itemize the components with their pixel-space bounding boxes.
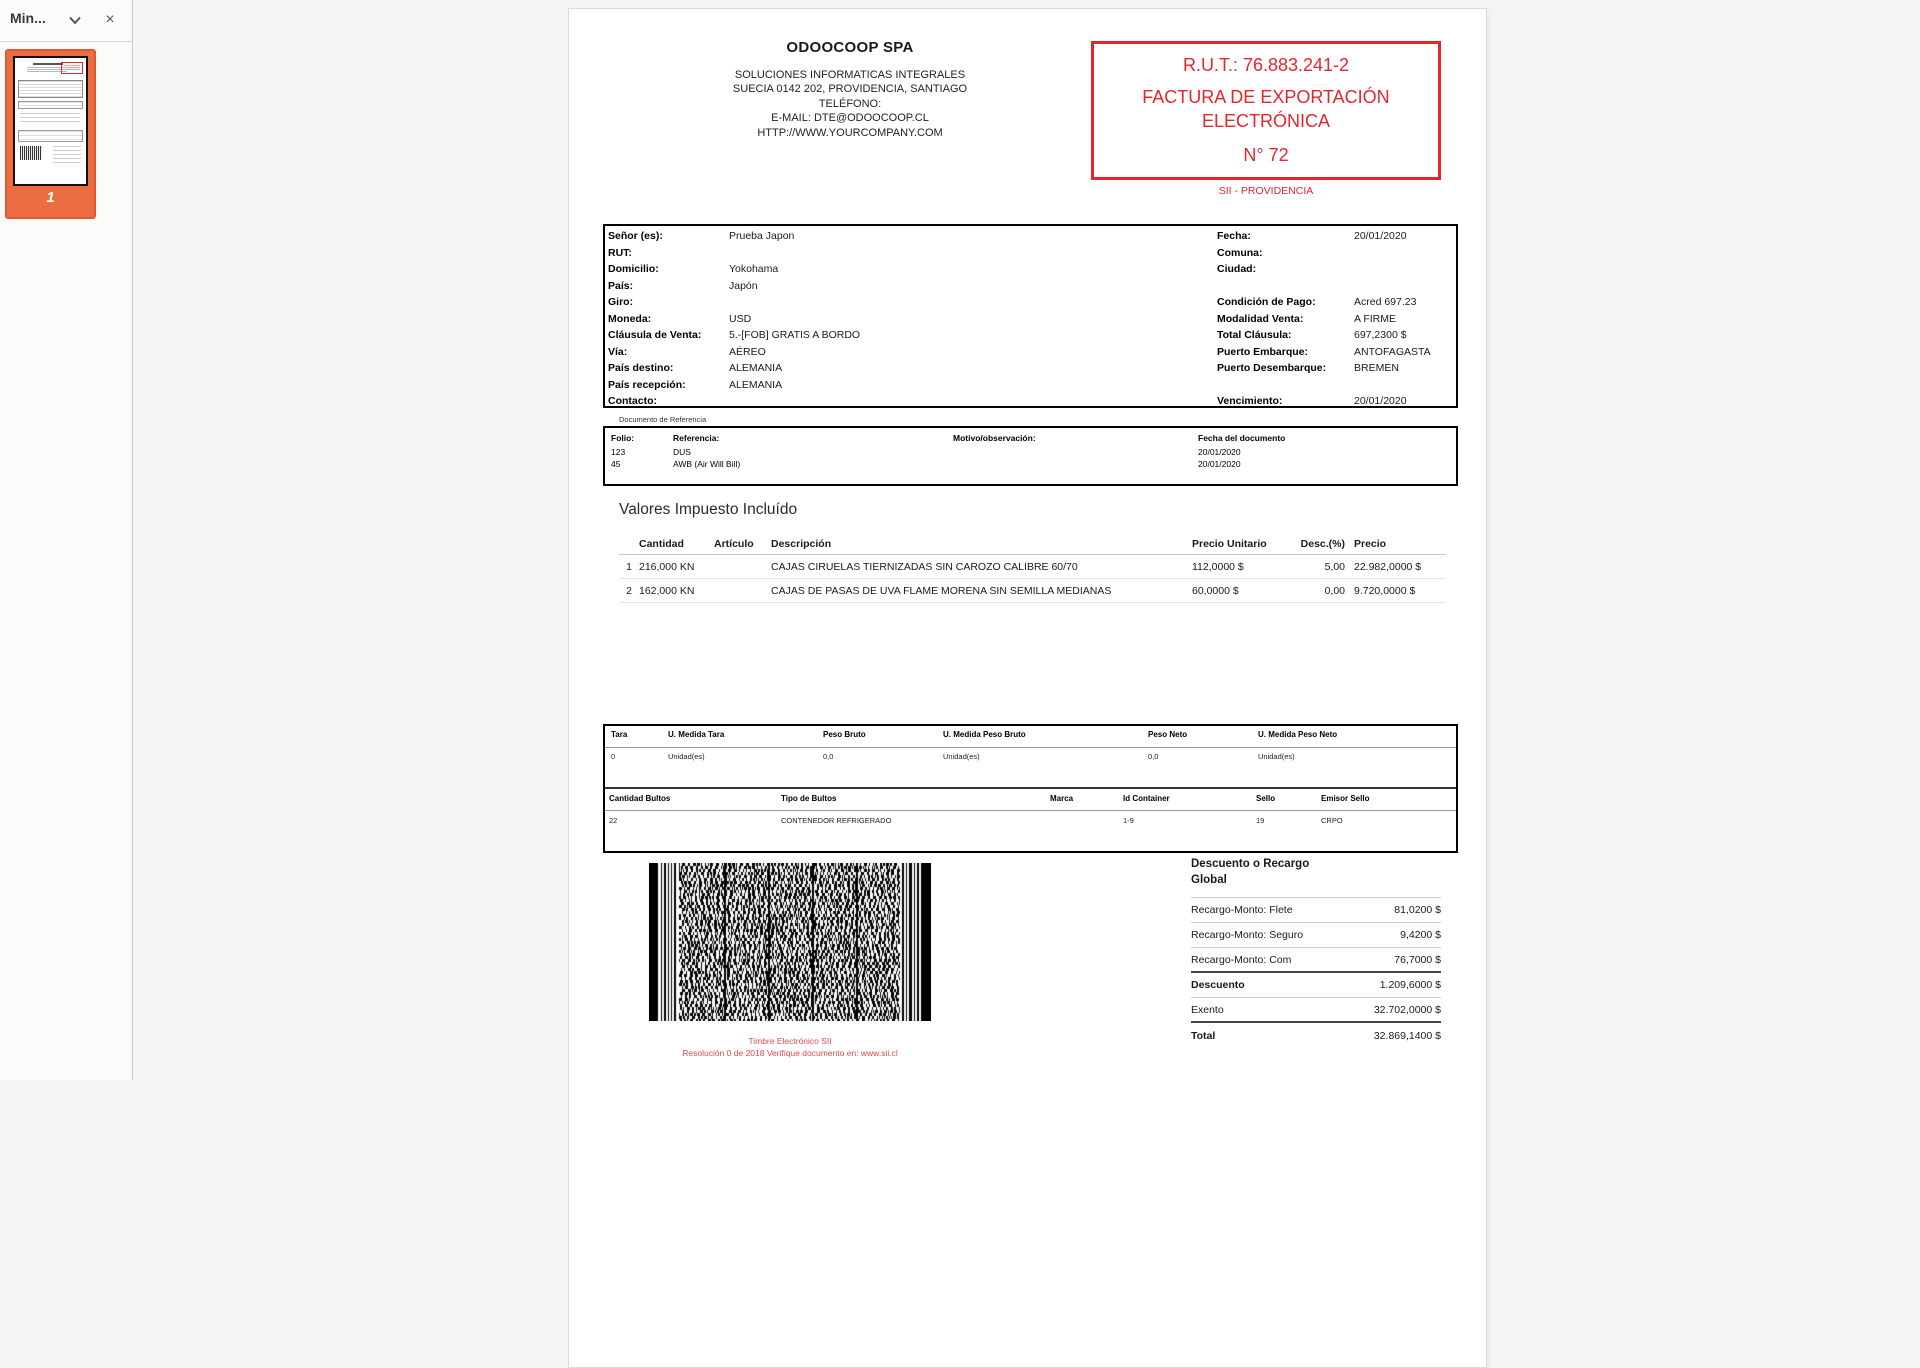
- sii-office: SII - PROVIDENCIA: [1218, 185, 1314, 197]
- reference-section-label: Documento de Referencia: [619, 415, 707, 424]
- weights-box: [603, 724, 1458, 853]
- total-row-exento: Exento 32.702,0000 $: [1191, 998, 1441, 1023]
- company-website-line: HTTP://WWW.YOURCOMPANY.COM: [757, 126, 943, 139]
- company-header: [649, 39, 1051, 140]
- invoice-number: N° 72: [1243, 145, 1289, 165]
- rut-number: R.U.T.: 76.883.241-2: [1182, 55, 1350, 75]
- items-section-title: Valores Impuesto Incluído: [619, 501, 798, 518]
- invoice-page: [568, 8, 1487, 1368]
- item-row: 1 216,000 KN CAJAS CIRUELAS TIERNIZADAS SIN CAROZO CALIBRE 60/70 112,0000 $ 5,00 22.982,0000 $: [619, 555, 1446, 579]
- reference-row: 45 AWB (Air Will Bill) 20/01/2020: [611, 459, 1241, 469]
- page-thumbnail[interactable]: [5, 49, 96, 219]
- reference-row: 123 DUS 20/01/2020: [611, 447, 1241, 457]
- customer-info-left: Señor (es): Prueba Japon RUT: Domicilio: Yokohama País: Japón Giro: Moneda: USD Cláusula de Venta: 5.-[FOB] GRATIS A BORDO Vía: AÉREO País destino: ALEMANIA País recepción: ALEMANIA Contacto:: [608, 230, 861, 407]
- customer-info-box: [603, 224, 1458, 408]
- company-name: ODOOCOOP SPA: [786, 39, 914, 56]
- thumbnail-page-preview: [13, 56, 88, 186]
- packages-headers: Cantidad Bultos Tipo de Bultos Marca Id Container Sello Emisor Sello: [609, 794, 1370, 803]
- weights-headers: Tara U. Medida Tara Peso Bruto U. Medida Peso Bruto Peso Neto U. Medida Peso Neto: [611, 730, 1338, 739]
- item-row: 2 162,000 KN CAJAS DE PASAS DE UVA FLAME MORENA SIN SEMILLA MEDIANAS 60,0000 $ 0,00 9.720,0000 $: [619, 579, 1446, 603]
- items-header-row: Cantidad Artículo Descripción Precio Unitario Desc.(%) Precio: [619, 533, 1446, 555]
- total-row-descuento: Descuento 1.209,6000 $: [1191, 973, 1441, 998]
- electronic-stamp-caption: [599, 1035, 981, 1059]
- close-sidebar-icon[interactable]: ×: [105, 11, 115, 28]
- sidebar-panel-dropdown[interactable]: Min...: [10, 10, 46, 26]
- total-row-total: Total 32.869,1400 $: [1191, 1029, 1441, 1042]
- total-row-flete: Recargo-Monto: Flete 81,0200 $: [1191, 898, 1441, 923]
- company-email-line: E-MAIL: DTE@ODOOCOOP.CL: [771, 112, 929, 125]
- total-row-seguro: Recargo-Monto: Seguro 9,4200 $: [1191, 923, 1441, 948]
- document-type: FACTURA DE EXPORTACIÓN ELECTRÓNICA: [1142, 87, 1390, 131]
- thumbnail-page-number: 1: [46, 189, 55, 206]
- reference-box: [603, 426, 1458, 486]
- customer-info-right: Fecha: 20/01/2020 Comuna: Ciudad: Condición de Pago: Acred 697.23 Modalidad Venta: A FIRME Total Cláusula: 697,2300 $ Puerto Embarque: ANTOFAGASTA Puerto Desembarque: BREMEN Vencimiento: 20/01/2020: [1217, 230, 1431, 407]
- tax-id-box: [1091, 41, 1441, 180]
- chevron-down-icon[interactable]: [68, 13, 86, 29]
- reference-headers: Folio: Referencia: Motivo/observación: Fecha del documento: [611, 433, 1286, 443]
- totals-box: [1191, 856, 1441, 1048]
- thumbnails-sidebar: [0, 0, 133, 1080]
- company-phone-line: TELÉFONO:: [818, 97, 882, 110]
- items-table: [619, 533, 1446, 603]
- company-address-line: SOLUCIONES INFORMATICAS INTEGRALES: [734, 69, 966, 81]
- stamp-line2: Resolución 0 de 2018 Verifique documento en: www.sii.cl: [682, 1048, 898, 1058]
- company-address-line: SUECIA 0142 202, PROVIDENCIA, SANTIAGO: [732, 83, 968, 96]
- pdf417-barcode: [649, 863, 931, 1021]
- stamp-line1: Timbre Electrónico SII: [748, 1036, 832, 1046]
- weights-values: 0 Unidad(es) 0,0 Unidad(es) 0,0 Unidad(es): [611, 752, 1295, 761]
- packages-values: 22 CONTENEDOR REFRIGERADO 1-9 19 CRPO: [609, 816, 1343, 825]
- total-row-com: Recargo-Monto: Com 76,7000 $: [1191, 948, 1441, 973]
- sidebar-header: [0, 0, 132, 42]
- totals-title: Descuento o Recargo Global: [1191, 856, 1441, 898]
